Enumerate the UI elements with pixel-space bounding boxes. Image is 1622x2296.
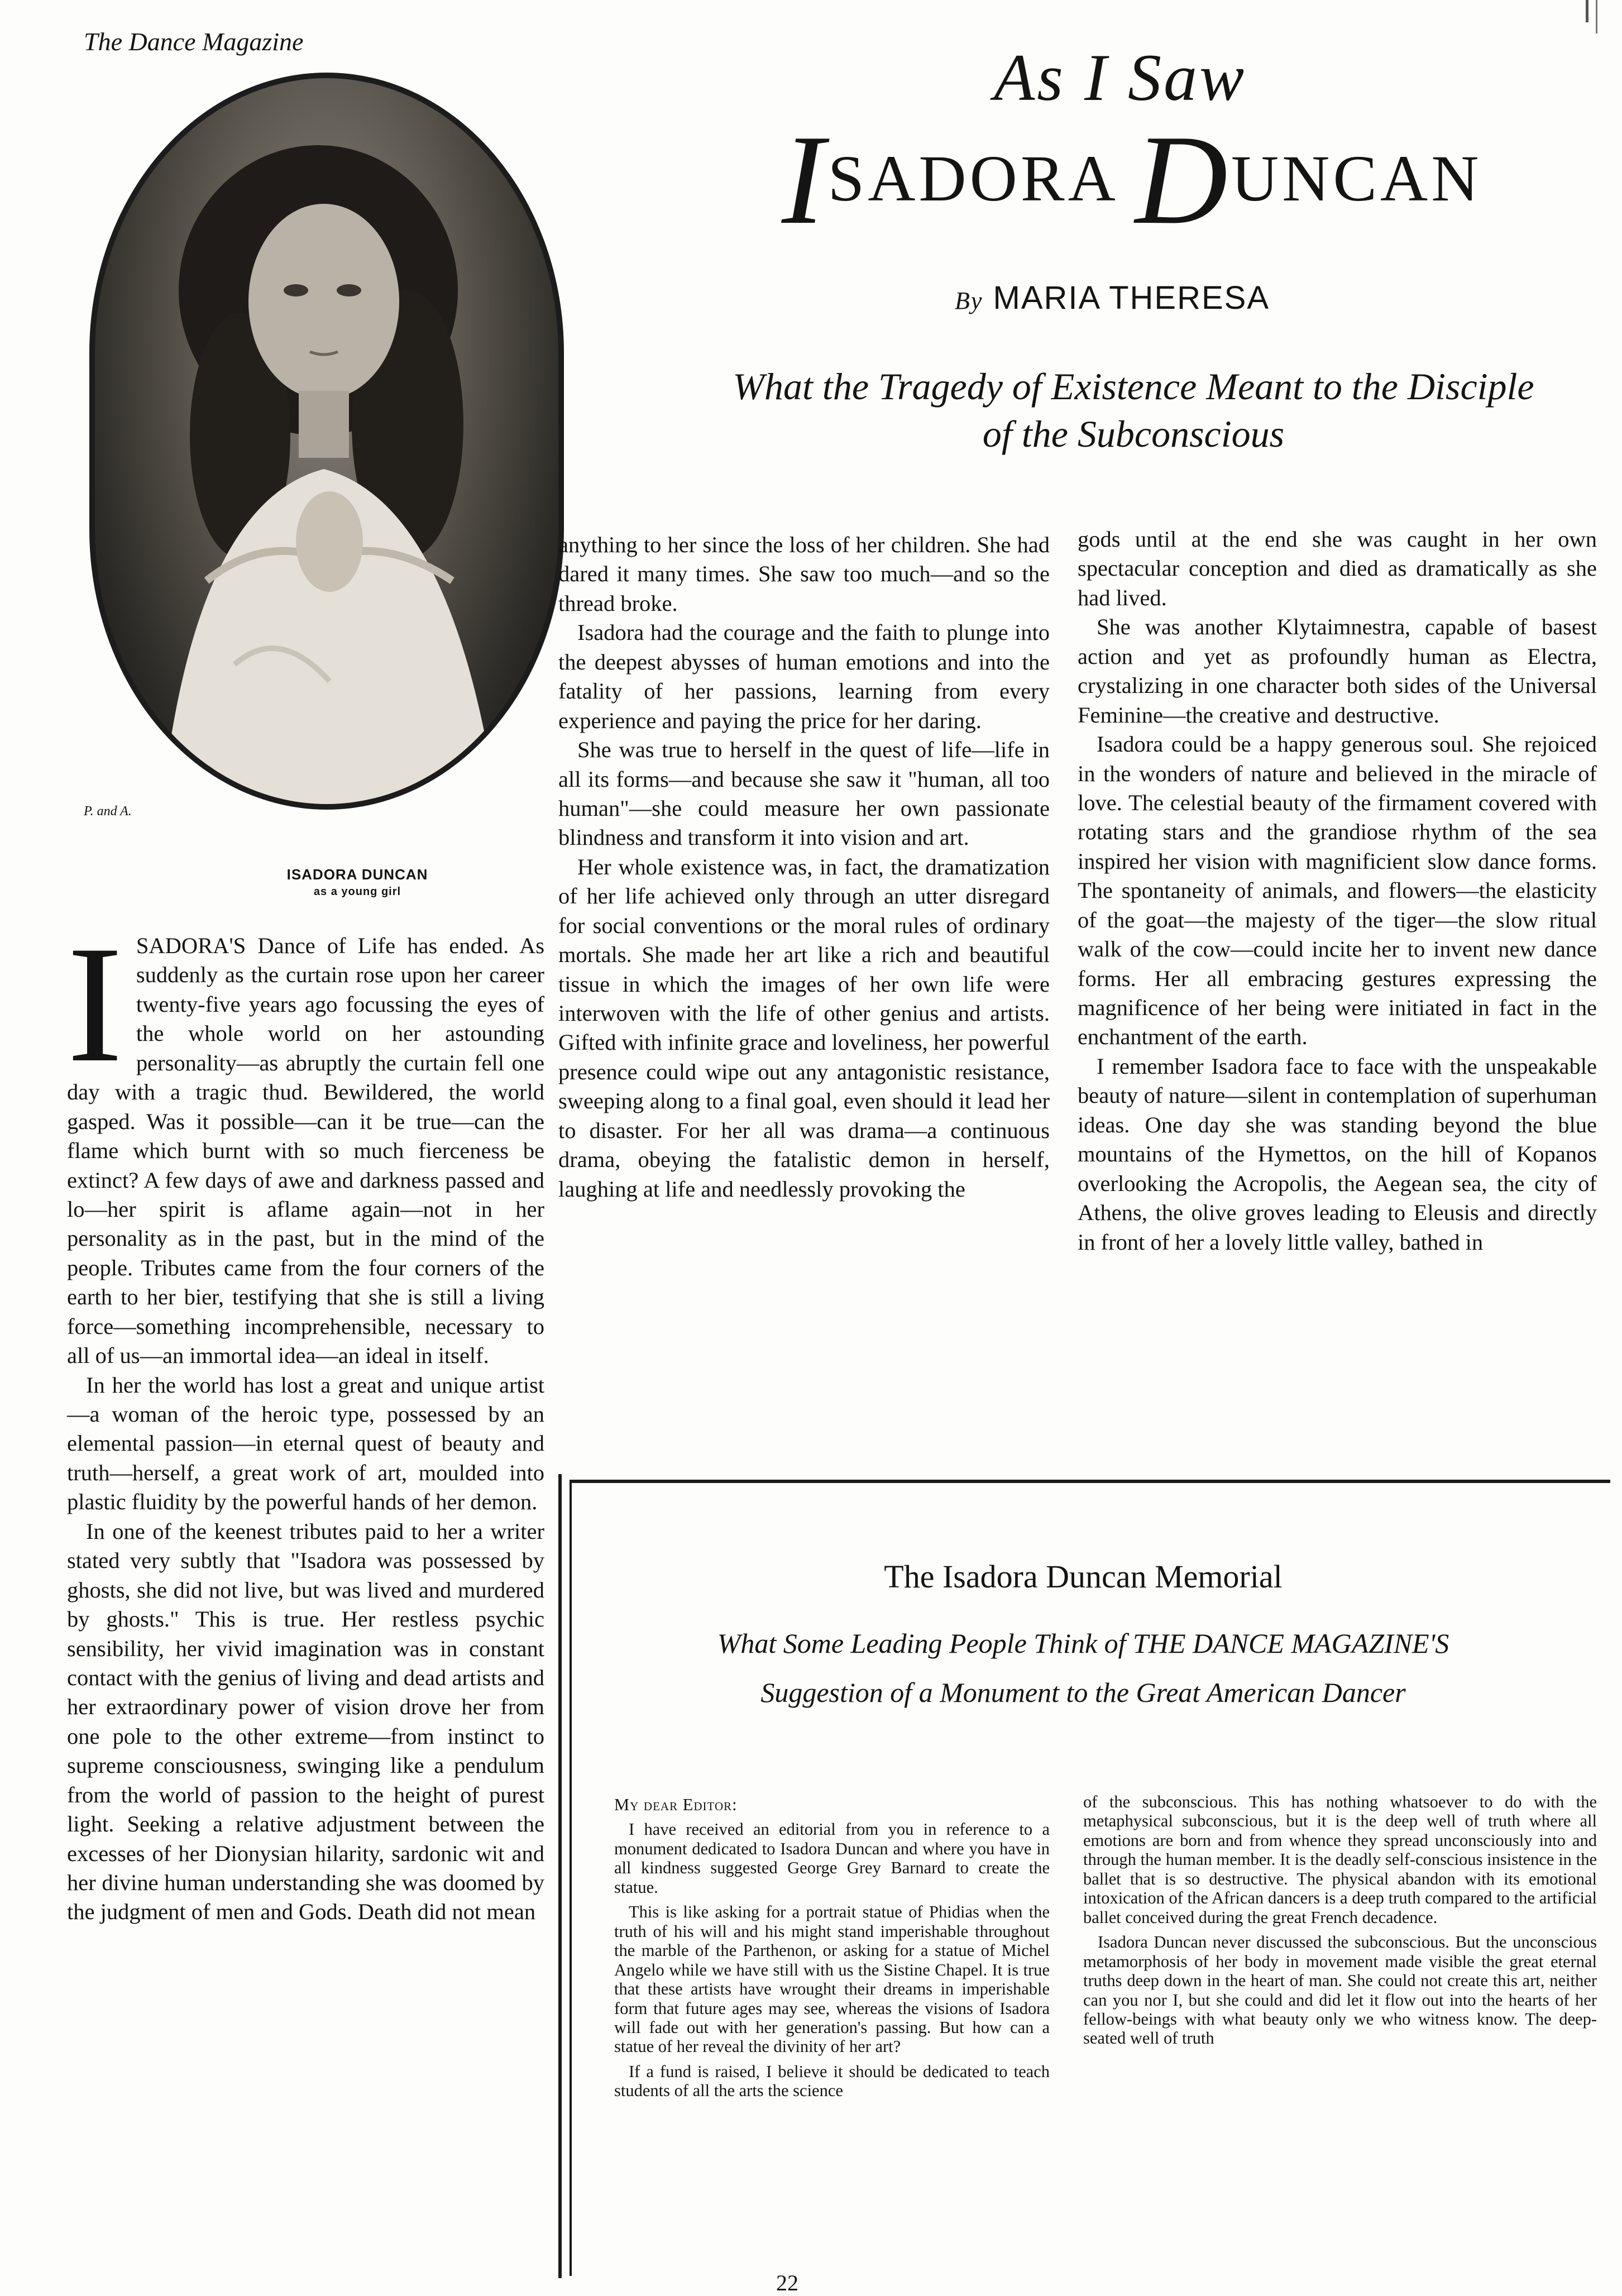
letter-paragraph: of the subconscious. This has nothing whatsoever to do with the metaphysical subconscious, but it is the deep well of truth where all emotions are born and from whence they spread unconsciously into and through the human member. It is the deadly self-conscious insistence in the ballet that is so destructive. The physical abandon with its emotional intoxication of the African dancers is a deep truth compared to the artificial ballet conceived during the great French decadence.: [1083, 1792, 1597, 1927]
memorial-subtitle-line-2: Suggestion of a Monument to the Great American Dancer: [760, 1676, 1406, 1708]
article-paragraph: In one of the keenest tributes paid to her a writer stated very subtly that "Isadora was possessed by ghosts, she did not live, but was lived and murdered by ghosts." This is true. Her restless psychic sensibility, her vivid imagination was in constant contact with the genius of living and dead artists and her extraordinary power of vision drove her from one pole to the other extreme—from instinct to supreme consciousness, swinging like a pendulum from the world of passion to the height of purest light. Seeking a relative adjustment between the excesses of her Dionysian hilarity, sardonic wit and her divine human understanding she was doomed by the judgment of men and Gods. Death did not mean: [67, 1518, 544, 1925]
portrait-photo: [89, 73, 564, 810]
title-word-2: UNCAN: [1231, 142, 1482, 215]
letter-salutation: My dear Editor:: [614, 1795, 738, 1814]
article-paragraph: gods until at the end she was caught in her own spectacular conception and died as dramatically as she had lived.: [1078, 527, 1597, 610]
portrait-illustration: [95, 78, 558, 804]
caption-title: ISADORA DUNCAN: [286, 866, 428, 883]
article-paragraph: Isadora could be a happy generous soul. She rejoiced in the wonders of nature and believed in the miracle of love. The celestial beauty of the firmament covered with rotating stars and the grandiose rhythm of the sea inspired her vision with magnificient slow dance forms. The spontaneity of animals, and flowers—the elasticity of the goat—the majesty of the tiger—the slow ritual walk of the cow—could incite her to invent new dance forms. Her all embracing gestures expressing the magnificence of her being were initiated in fact in the enchantment of the earth.: [1078, 731, 1597, 1050]
magazine-header: The Dance Magazine: [84, 27, 304, 56]
article-paragraph: anything to her since the loss of her children. She had dared it many times. She saw too much—and so the thread broke.: [558, 532, 1050, 616]
page-edge-mark: [1596, 0, 1597, 34]
title-word-1: SADORA: [827, 142, 1116, 215]
article-paragraph: Her whole existence was, in fact, the dramatization of her life achieved only through an utter disregard for social conventions or the moral rules of ordinary mortals. She made her art like a rich and beautiful tissue in which the images of her own life were interwoven with the life of other genius and artists. Gifted with infinite grace and loveliness, her powerful presence could wipe out any antagonistic resistance, sweeping along to a final goal, even should it lead her to disaster. For her all was drama—a continuous drama, obeying the fatalistic demon in herself, laughing at life and needlessly provoking the: [558, 854, 1050, 1202]
title-line-2: [782, 108, 1482, 251]
article-subtitle: What the Tragedy of Existence Meant to the Disciple of the Subconscious: [733, 365, 1534, 455]
photo-caption: [212, 865, 503, 899]
drop-cap: I: [67, 911, 123, 1097]
page-number: 22: [776, 2270, 798, 2295]
memorial-title: The Isadora Duncan Memorial: [884, 1558, 1283, 1595]
article-paragraph: She was true to herself in the quest of life—life in all its forms—and because she saw it "human, all too human"—she could measure her own passionate blindness and transform it into vision and art.: [558, 737, 1050, 850]
title-line-1: As I Saw: [994, 40, 1246, 114]
caption-subtitle: as a young girl: [313, 885, 401, 898]
article-column-2: [558, 530, 1050, 1204]
memorial-subtitle: [648, 1619, 1519, 1717]
byline-by: By: [955, 287, 983, 314]
letter-paragraph: This is like asking for a portrait statue of Phidias when the truth of his will and his might stand imperishable throughout the marble of the Parthenon, or asking for a statue of Michel Angelo while we have still with us the Sistine Chapel. It is true that these artists have wrought their dreams in imperishable form that future ages may see, whereas the visions of Isadora will fade out with her generation's passing. But how can a statue of her reveal the divinity of her art?: [614, 1902, 1050, 2056]
article-column-1: [67, 911, 544, 1927]
title-initial-d: D: [1135, 108, 1231, 251]
article-paragraph: She was another Klytaimnestra, capable of basest action and yet as profoundly human as Electra, crystalizing in one character both sides of the Universal Feminine—the creative and destructive.: [1078, 614, 1597, 728]
memorial-subtitle-line-1: What Some Leading People Think of THE DANCE MAGAZINE'S: [717, 1628, 1449, 1659]
article-column-3: [1078, 525, 1597, 1257]
byline: [955, 279, 1270, 317]
page-edge-mark: [1586, 0, 1588, 22]
letter-paragraph: I have received an editorial from you in reference to a monument dedicated to Isadora Duncan and where you have in all kindness suggested George Grey Barnard to create the statue.: [614, 1820, 1050, 1897]
title-initial-i: I: [782, 108, 828, 251]
byline-author: MARIA THERESA: [993, 280, 1270, 316]
article-paragraph: In her the world has lost a great and unique artist—a woman of the heroic type, possessed by an elemental passion—in eternal quest of beauty and truth—herself, a great work of art, moulded into plastic fluidity by the powerful hands of her demon.: [67, 1372, 544, 1515]
memorial-column-1: [614, 1795, 1050, 2101]
article-paragraph: SADORA'S Dance of Life has ended. As suddenly as the curtain rose upon her career twenty-five years ago focussing the eyes of the whole world on her astounding personality—as abruptly the curtain fell one day with a tragic thud. Bewildered, the world gasped. Was it possible—can it be true—can the flame which burnt with so much fierceness be extinct? A few days of awe and darkness passed and lo—her spirit is aflame again—not in her personality as in the past, but in the mind of the people. Tributes came from the four corners of the earth to her bier, testifying that she is still a living force—something incomprehensible, necessary to all of us—an immortal idea—an ideal in itself.: [67, 933, 544, 1369]
letter-paragraph: Isadora Duncan never discussed the subconscious. But the unconscious metamorphosis of her body in movement made visible the great eternal truths deep down in the heart of man. She could not create this art, neither can you nor I, but she could and did let it flow out into the hearts of her fellow-beings with what beauty only we who witness know. The deep-seated well of truth: [1083, 1933, 1597, 2048]
article-paragraph: I remember Isadora face to face with the unspeakable beauty of nature—silent in contemplation of superhuman ideas. One day she was standing beyond the blue mountains of the Hymettos, on the hill of Kopanos overlooking the Acropolis, the Aegean sea, the city of Athens, the olive groves leading to Eleusis and directly in front of her a lovely little valley, bathed in: [1078, 1053, 1597, 1255]
letter-paragraph: If a fund is raised, I believe it should be dedicated to teach students of all the arts the science: [614, 2061, 1050, 2101]
article-paragraph: Isadora had the courage and the faith to plunge into the deepest abysses of human emotions and into the fatality of her passions, learning from every experience and paying the price for her daring.: [558, 620, 1050, 733]
photo-credit: P. and A.: [84, 804, 132, 819]
memorial-column-2: [1083, 1792, 1597, 2048]
memorial-box-rule: [558, 1474, 562, 2278]
